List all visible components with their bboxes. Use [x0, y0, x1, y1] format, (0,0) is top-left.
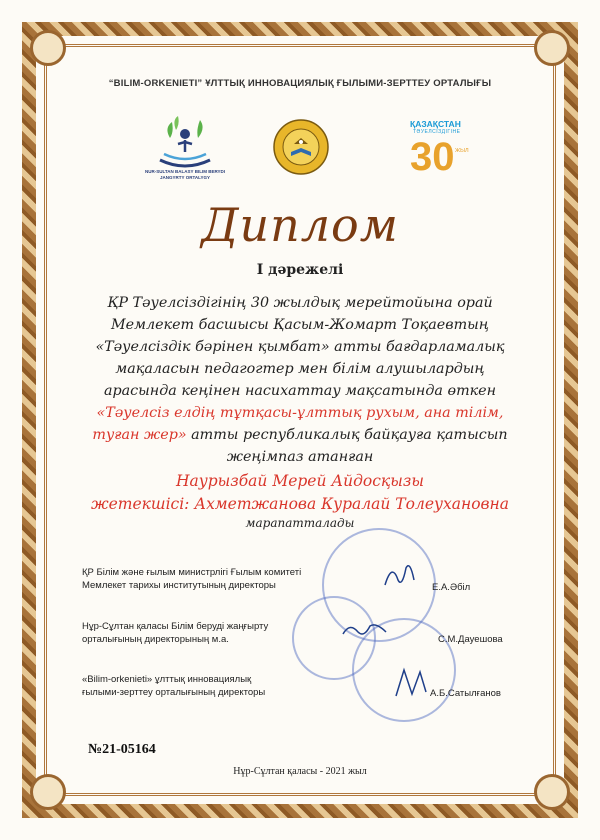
degree-label: I дәрежелі — [256, 262, 344, 278]
contest-title-line: «Тәуелсіз елдің тұтқасы-ұлттық рухым, ана тілім, — [96, 405, 504, 421]
corner-ornament — [30, 30, 66, 66]
corner-ornament — [534, 30, 570, 66]
diploma-number: №21-05164 — [88, 742, 156, 757]
signatory-2-name: С.М.Дауешова — [438, 634, 503, 645]
kazakhstan-30-label: ҚАЗАҚСТАН — [410, 119, 461, 129]
signature-mark — [340, 620, 390, 640]
body-line: «Тәуелсіздік бәрінен қымбат» атты бағдарламалық — [95, 339, 505, 355]
signatory-line: ғылыми-зерттеу орталығының директоры — [82, 687, 266, 698]
body-line: ҚР Тәуелсіздігінің 30 жылдық мерейтойына орай — [107, 295, 493, 311]
education-center-logo-icon — [150, 112, 220, 174]
signature-mark — [392, 666, 432, 700]
signatory-line: «Bilim-orkenieti» ұлттық инновациялық — [82, 674, 252, 685]
signatory-2-title — [82, 620, 268, 646]
organization-header: “BILIM-ORKENIETI” ҰЛТТЫҚ ИННОВАЦИЯЛЫҚ ҒЫЛЫМИ-ЗЕРТТЕУ ОРТАЛЫҒЫ — [108, 78, 492, 89]
anniversary-number: 30 — [410, 135, 455, 179]
supervisor-name: жетекшісі: Ахметжанова Куралай Толеухановна — [90, 495, 509, 513]
signatory-line: Мемлекет тарихы институтының директоры — [82, 580, 276, 591]
signatory-3-name: А.Б.Сатылғанов — [430, 688, 501, 699]
signatory-line: Нұр-Сұлтан қаласы Білім беруді жаңғырту — [82, 621, 269, 632]
signatory-line: орталығының директорының м.а. — [82, 634, 229, 645]
awarded-label: марапатталады — [245, 516, 355, 530]
diploma-title: Диплом — [201, 198, 399, 252]
body-line — [70, 424, 530, 446]
education-center-caption: NUR-SULTAN BALASY BILIM BERYDI JANGYRTY ORTALYGY — [144, 169, 226, 180]
body-line: арасында кеңінен насихаттау мақсатында өткен — [103, 383, 497, 399]
city-year: Нұр-Сұлтан қаласы - 2021 жыл — [233, 766, 367, 777]
recipient-name: Наурызбай Мерей Айдосқызы — [175, 472, 425, 490]
contest-title-end: туған жер» — [92, 427, 187, 443]
signatory-1-title — [82, 566, 301, 592]
independence-label: ТӘУЕЛСІЗДІГІНЕ — [413, 129, 461, 135]
signatory-3-title — [82, 673, 265, 699]
body-line: мақаласын педагогтер мен білім алушылардың — [115, 361, 485, 377]
corner-ornament — [30, 774, 66, 810]
anniversary-suffix: ЖЫЛ — [455, 148, 469, 154]
corner-ornament — [534, 774, 570, 810]
bilim-orkenieti-logo-icon — [272, 118, 330, 176]
body-line: жеңімпаз атанған — [226, 449, 374, 465]
signatory-1-name: Е.А.Әбіл — [432, 582, 471, 593]
body-line: Мемлекет басшысы Қасым-Жомарт Тоқаевтың — [111, 317, 489, 333]
signatory-line: ҚР Білім және ғылым министрлігі Ғылым комитеті — [82, 567, 302, 578]
recipient-block — [70, 470, 530, 516]
body-line-rest: атты республикалық байқауға қатысып — [186, 427, 508, 443]
diploma-body — [70, 292, 530, 468]
signature-mark — [380, 560, 420, 590]
